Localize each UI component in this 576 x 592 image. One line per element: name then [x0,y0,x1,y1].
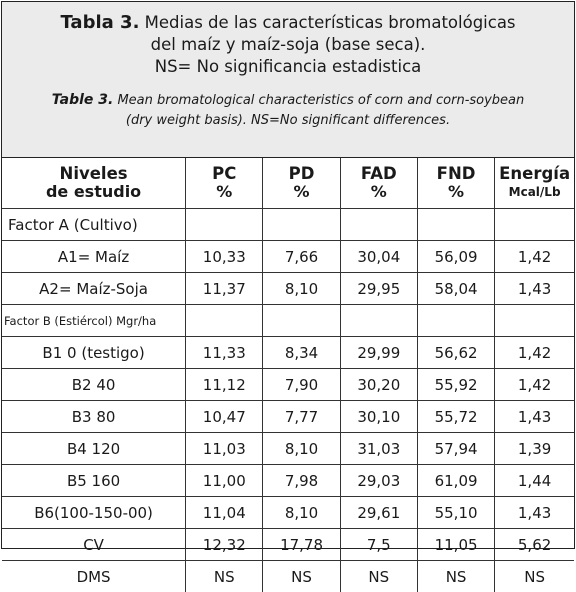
row-label: B2 40 [2,369,186,401]
cell-energia: 1,43 [495,273,574,305]
cell-energia: 1,43 [495,497,574,529]
row-label: B6(100-150-00) [2,497,186,529]
cell-fad: 29,95 [340,273,417,305]
empty-cell [263,305,340,337]
table-row [2,561,574,592]
row-label: DMS [2,561,186,592]
cell-fnd: 61,09 [417,465,494,497]
row-label: B4 120 [2,433,186,465]
cell-pc: NS [186,561,263,592]
cell-pd: 8,10 [263,497,340,529]
cell-fnd: 55,10 [417,497,494,529]
cell-fnd: 55,72 [417,401,494,433]
header-pc-unit: % [186,183,262,201]
cell-pc: 11,04 [186,497,263,529]
header-pd [263,158,340,209]
header-pd-label: PD [289,164,315,183]
caption-spanish [2,12,574,78]
row-label: B3 80 [2,401,186,433]
factor-a-row-label: Factor A (Cultivo) [2,209,186,241]
row-label: A2= Maíz-Soja [2,273,186,305]
data-table [2,158,574,592]
caption-en-line2: (dry weight basis). NS=No significant differences. [8,111,568,131]
cell-pc: 10,33 [186,241,263,273]
cell-fad: 30,10 [340,401,417,433]
cell-fnd: NS [417,561,494,592]
header-niveles-line1: Niveles [60,164,128,183]
row-label: A1= Maíz [2,241,186,273]
cell-pd: NS [263,561,340,592]
cell-fad: 29,99 [340,337,417,369]
cell-fad: 29,61 [340,497,417,529]
empty-cell [340,305,417,337]
cell-pd: 7,77 [263,401,340,433]
header-fad [340,158,417,209]
header-energia-label: Energía [499,164,570,183]
empty-cell [340,209,417,241]
cell-energia: 1,39 [495,433,574,465]
empty-cell [495,305,574,337]
header-niveles [2,158,186,209]
header-fnd-label: FND [437,164,476,183]
cell-pd: 7,66 [263,241,340,273]
empty-cell [417,305,494,337]
caption-english [2,90,574,131]
cell-fad: 30,20 [340,369,417,401]
empty-cell [495,209,574,241]
cell-fad: 30,04 [340,241,417,273]
row-label: B5 160 [2,465,186,497]
empty-cell [263,209,340,241]
cell-fad: 29,03 [340,465,417,497]
header-pc-label: PC [212,164,236,183]
table-caption [2,2,574,158]
table-row [2,465,574,497]
table-row [2,241,574,273]
empty-cell [186,305,263,337]
cell-fnd: 58,04 [417,273,494,305]
caption-en-label: Table 3. [52,92,114,108]
cell-pc: 11,00 [186,465,263,497]
cell-pc: 11,33 [186,337,263,369]
cell-energia: 5,62 [495,529,574,561]
table-row [2,401,574,433]
cell-pc: 10,47 [186,401,263,433]
cell-pc: 12,32 [186,529,263,561]
cell-fnd: 11,05 [417,529,494,561]
caption-es-line2: del maíz y maíz-soja (base seca). [2,34,574,56]
cell-fnd: 56,09 [417,241,494,273]
cell-pc: 11,12 [186,369,263,401]
caption-es-line3: NS= No significancia estadistica [2,56,574,78]
cell-pd: 7,98 [263,465,340,497]
empty-cell [417,209,494,241]
table-row [2,369,574,401]
header-pc [186,158,263,209]
table-frame [1,1,575,549]
header-fnd [417,158,494,209]
cell-pd: 7,90 [263,369,340,401]
cell-energia: 1,44 [495,465,574,497]
cell-pd: 8,10 [263,433,340,465]
caption-es-label: Tabla 3. [60,12,139,33]
header-fad-label: FAD [361,164,397,183]
factor-b-row [2,305,574,337]
cell-pd: 8,10 [263,273,340,305]
cell-energia: 1,42 [495,369,574,401]
header-fnd-unit: % [418,183,494,201]
header-energia-unit: Mcal/Lb [495,183,574,201]
cell-fnd: 55,92 [417,369,494,401]
header-niveles-line2: de estudio [2,183,185,201]
cell-fad: 31,03 [340,433,417,465]
table-row [2,337,574,369]
cell-fad: 7,5 [340,529,417,561]
header-fad-unit: % [341,183,417,201]
cell-pd: 8,34 [263,337,340,369]
cell-fnd: 56,62 [417,337,494,369]
empty-cell [186,209,263,241]
table-row [2,529,574,561]
cell-energia: 1,42 [495,337,574,369]
cell-pc: 11,03 [186,433,263,465]
cell-energia: 1,42 [495,241,574,273]
caption-en-line1: Mean bromatological characteristics of corn and corn-soybean [117,93,524,108]
cell-pd: 17,78 [263,529,340,561]
factor-b-row-label: Factor B (Estiércol) Mgr/ha [2,305,186,337]
table-row [2,433,574,465]
cell-fad: NS [340,561,417,592]
factor-a-row [2,209,574,241]
cell-pc: 11,37 [186,273,263,305]
cell-fnd: 57,94 [417,433,494,465]
row-label: CV [2,529,186,561]
header-energia [495,158,574,209]
row-label: B1 0 (testigo) [2,337,186,369]
table-row [2,273,574,305]
table-row [2,497,574,529]
header-row [2,158,574,209]
cell-energia: 1,43 [495,401,574,433]
header-pd-unit: % [263,183,339,201]
caption-es-line1: Medias de las características bromatológicas [145,13,516,32]
cell-energia: NS [495,561,574,592]
